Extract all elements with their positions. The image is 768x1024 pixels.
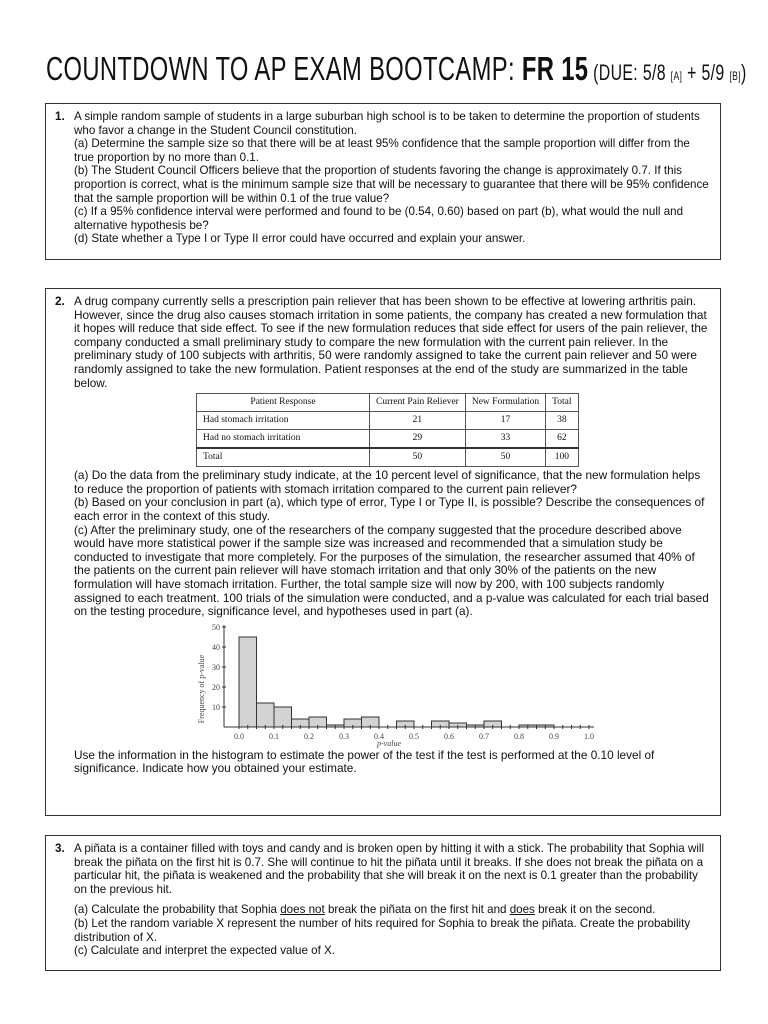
q2-closing: Use the information in the histogram to estimate the power of the test if the test is performed at the 0.10 level of significance. Indicate how you obtained your estimate. <box>74 747 655 776</box>
cell: 38 <box>546 412 578 430</box>
title-main: COUNTDOWN TO AP EXAM BOOTCAMP: <box>46 50 522 87</box>
x-tick-label: 1.0 <box>584 731 594 741</box>
x-tick-label: 0.0 <box>234 731 244 741</box>
x-tick-label: 0.1 <box>269 731 279 741</box>
due-mid: + 5/9 <box>682 60 730 85</box>
header-cell: Current Pain Reliever <box>370 394 466 412</box>
y-tick-label: 10 <box>212 702 220 712</box>
due-dates <box>588 60 746 85</box>
q3-part-c: (c) Calculate and interpret the expected value of X. <box>74 944 336 958</box>
cell: Had no stomach irritation <box>197 430 370 449</box>
text: break it on the second. <box>534 903 656 917</box>
cell: 21 <box>370 412 466 430</box>
q2-intro: A drug company currently sells a prescription pain reliever that has been shown to be effective at lowering arthritis pain. However, since the drug also causes stomach irritation in some patients, the company has created a new formulation that it hopes will reduce that side effect. To see if the new formulation reduces that side effect for users of the pain reliever, the company conducted a small preliminary study to compare the new formulation with the current pain reliever. In the preliminary study of 100 subjects with arthritis, 50 were randomly assigned to take the current pain reliever and 50 were randomly assigned to take the new formulation. Patient responses at the end of the study are summarized in the table below. <box>74 294 708 390</box>
table-row <box>197 448 579 467</box>
x-axis-label: p-value <box>377 738 401 748</box>
q2-part-c: (c) After the preliminary study, one of the researchers of the company suggested that the procedure described above would have more statistical power if the sample size was increased and recommended that a simulation study be conducted to investigate that more completely. For the purposes of the simulation, the researcher assumed that 40% of the patients on the current pain reliever will have stomach irritation and that only 30% of the patients on the new formulation will have stomach irritation. Further, the total sample size will now by 200, with 100 subjects randomly assigned to each treatment. 100 trials of the simulation were conducted, and a p-value was calculated for each trial based on the testing procedure, significance level, and hypotheses used in part (a). <box>74 522 709 619</box>
cell: 17 <box>465 412 545 430</box>
question-number: 2. <box>55 294 65 308</box>
x-tick-label: 0.3 <box>339 731 349 741</box>
cell: 62 <box>546 430 578 449</box>
cell: 100 <box>546 448 578 467</box>
due-open: (DUE: 5/8 <box>588 60 671 85</box>
cell: Had stomach irritation <box>197 412 370 430</box>
x-tick-label: 0.7 <box>479 731 489 741</box>
y-tick-label: 30 <box>212 662 220 672</box>
x-tick-label: 0.8 <box>514 731 524 741</box>
text: break the piñata on the first hit and <box>324 903 510 917</box>
title-fr: FR 15 <box>521 50 589 87</box>
underlined-text: does not <box>280 903 325 917</box>
x-tick-label: 0.4 <box>374 731 384 741</box>
q1-part-a: (a) Determine the sample size so that there will be at least 95% confidence that the sample proportion will differ from the true proportion by no more than 0.1. <box>74 137 690 164</box>
question-1 <box>45 103 721 260</box>
due-close: ) <box>740 60 747 85</box>
x-tick-label: 0.5 <box>409 731 419 741</box>
q1-part-d: (d) State whether a Type I or Type II error could have occurred and explain your answer. <box>74 232 526 246</box>
q3-intro: A piñata is a container filled with toys and candy and is broken open by hitting it with a stick. The probability that Sophia will break the piñata on the first hit is 0.7. She will continue to hit the piñata until it breaks. If she does not break the piñata on a particular hit, the piñata is weakened and the probability that she will break it on the next is 0.1 greater than the probability on the previous hit. <box>74 842 705 896</box>
table-header <box>197 394 579 412</box>
histogram-bar <box>257 703 275 727</box>
question-2 <box>45 288 721 816</box>
x-tick-label: 0.6 <box>444 731 454 741</box>
q3-part-a <box>74 903 712 917</box>
q1-intro: A simple random sample of students in a large suburban high school is to be taken to determine the proportion of students who favor a change in the Student Council constitution. <box>74 110 700 137</box>
question-number: 3. <box>55 842 65 855</box>
table-row <box>197 412 579 430</box>
x-tick-label: 0.9 <box>549 731 559 741</box>
q2-part-b: (b) Based on your conclusion in part (a), which type of error, Type I or Type II, is possible? Describe the consequences of each error in the context of this study. <box>74 495 705 523</box>
histogram-bar <box>239 637 257 727</box>
results-table <box>196 393 579 467</box>
y-axis-label: Frequency of p-value <box>197 654 206 723</box>
pvalue-histogram <box>194 619 614 749</box>
y-tick-label: 50 <box>212 622 220 632</box>
cell: Total <box>197 448 370 467</box>
question-3 <box>45 835 721 971</box>
cell: 33 <box>465 430 545 449</box>
cell: 50 <box>465 448 545 467</box>
cell: 50 <box>370 448 466 467</box>
page-title <box>46 50 747 88</box>
q1-part-b: (b) The Student Council Officers believe that the proportion of students favoring the change is approximately 0.7. If this proportion is correct, what is the minimum sample size that will be necessary to guarantee that there will be 95% confidence that the sample proportion will be within 0.1 of the true value? <box>74 164 709 205</box>
histogram-bar <box>274 707 292 727</box>
due-b: [B] <box>729 69 741 83</box>
table-row <box>197 430 579 449</box>
x-tick-label: 0.2 <box>304 731 314 741</box>
text: (a) Calculate the probability that Sophia <box>74 903 281 917</box>
question-number: 1. <box>55 110 65 123</box>
underlined-text: does <box>509 903 535 917</box>
header-cell: New Formulation <box>465 394 545 412</box>
q3-part-b: (b) Let the random variable X represent the number of hits required for Sophia to break the piñata. Create the probability distribution of X. <box>74 916 691 944</box>
header-cell: Total <box>546 394 578 412</box>
header-cell: Patient Response <box>197 394 370 412</box>
q1-part-c: (c) If a 95% confidence interval were performed and found to be (0.54, 0.60) based on part (b), what would the null and alternative hypothesis be? <box>74 205 684 232</box>
cell: 29 <box>370 430 466 449</box>
y-tick-label: 40 <box>212 642 220 652</box>
q2-part-a: (a) Do the data from the preliminary study indicate, at the 10 percent level of significance, that the new formulation helps to reduce the proportion of patients with stomach irritation compared to the current pain reliever? <box>74 468 701 496</box>
due-a: [A] <box>670 69 683 83</box>
y-tick-label: 20 <box>212 682 220 692</box>
